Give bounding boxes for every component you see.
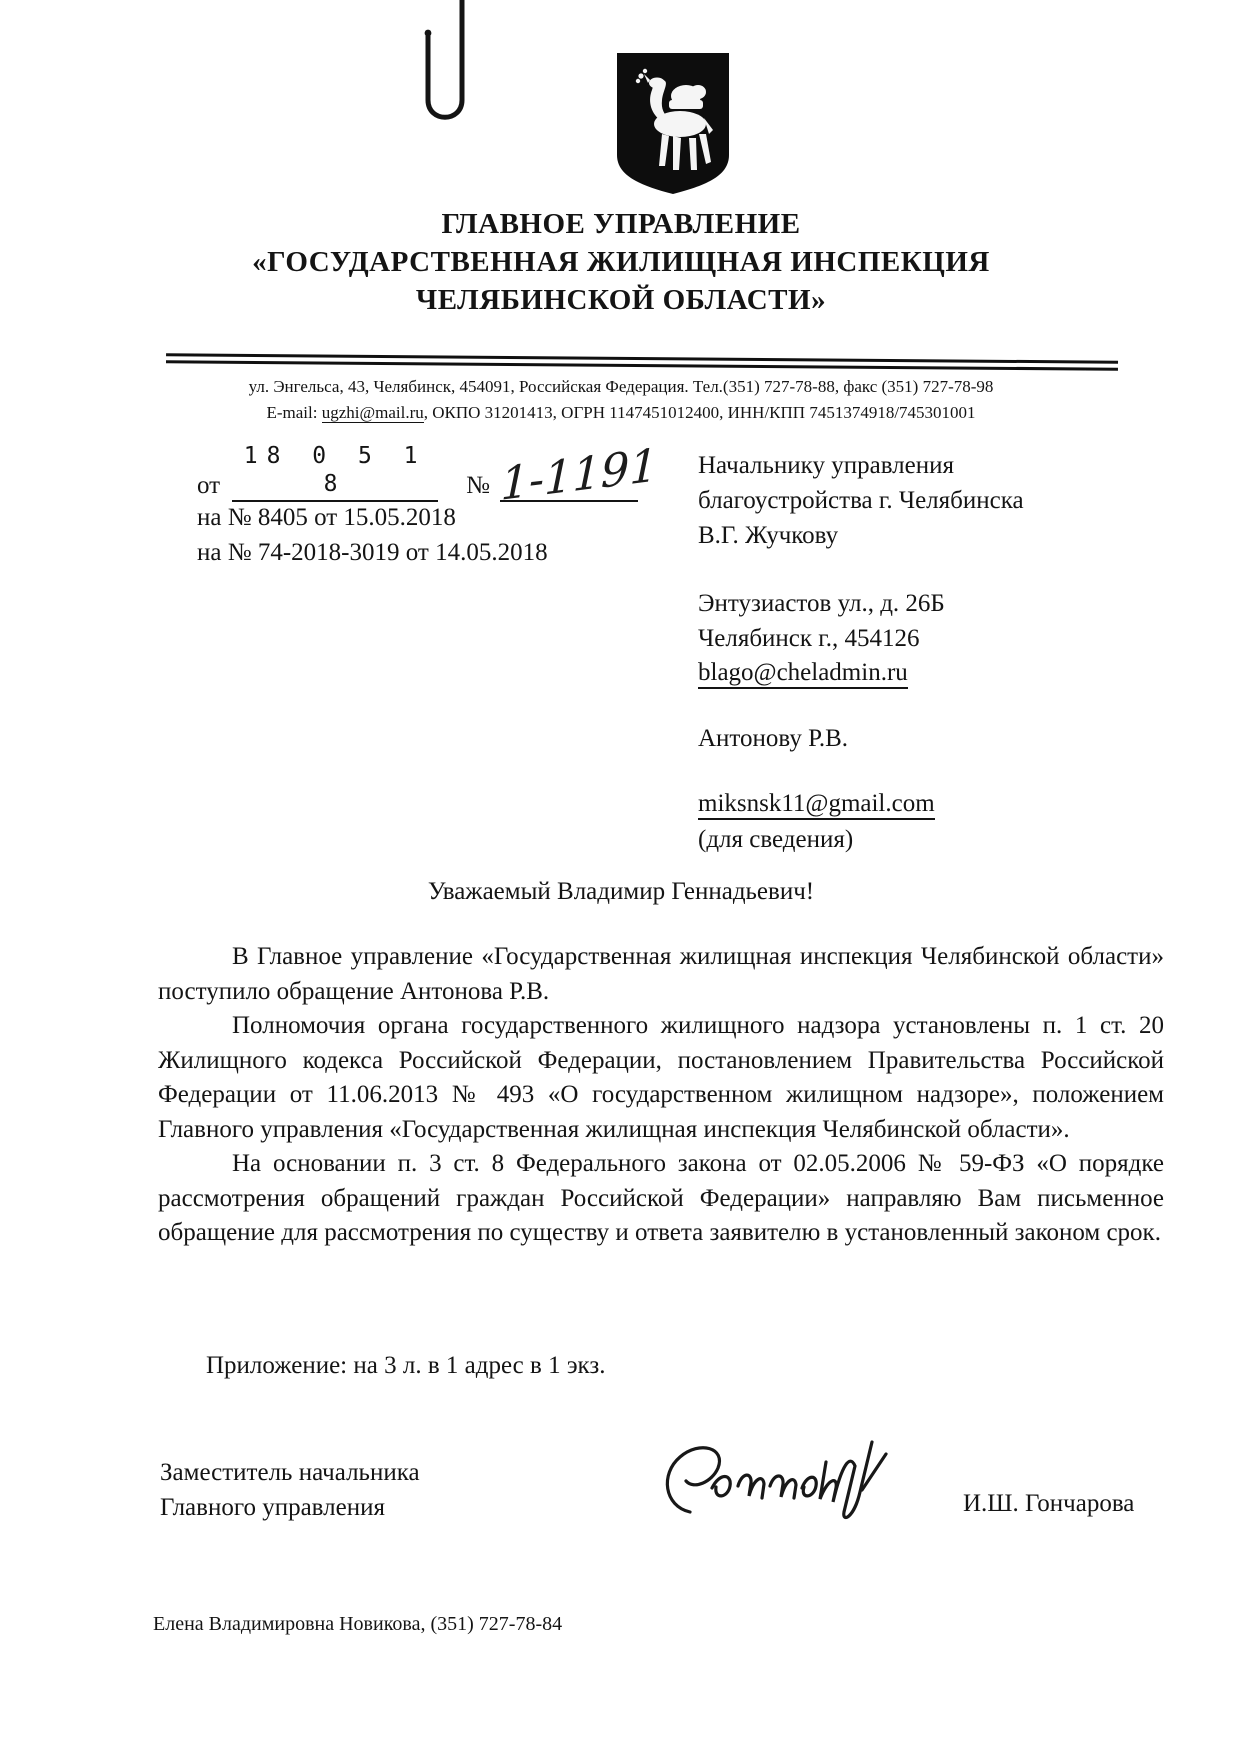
executor-contact: Елена Владимировна Новикова, (351) 727-78-84: [153, 1613, 563, 1635]
signer-name: И.Ш. Гончарова: [963, 1490, 1135, 1517]
org-address-line: ул. Энгельса, 43, Челябинск, 454091, Российская Федерация. Тел.(351) 727-78-88, факс (351) 727-78-98: [248, 377, 994, 396]
org-email-link: ugzhi@mail.ru: [321, 403, 424, 422]
handwritten-number: 1-1191: [500, 438, 659, 511]
signer-position-line1: Заместитель начальника: [160, 1459, 420, 1486]
salutation: Уважаемый Владимир Геннадьевич!: [427, 878, 815, 905]
signer-position: [160, 1455, 420, 1525]
attachment-note: Приложение: на 3 л. в 1 адрес в 1 экз.: [206, 1352, 606, 1379]
date-stamp-field: [232, 444, 438, 502]
number-field: [500, 438, 659, 511]
recipient-name-2: Антонову Р.В.: [698, 725, 849, 752]
reply-to-reference-2: на № 74-2018-3019 от 14.05.2018: [197, 539, 548, 566]
org-title-line2: «ГОСУДАРСТВЕННАЯ ЖИЛИЩНАЯ ИНСПЕКЦИЯ: [252, 246, 990, 278]
body-paragraph: Полномочия органа государственного жилищного надзора установлены п. 1 ст. 20 Жилищного кодекса Российской Федерации, постановлением Правительства Российской Федерации от 11.06.2013 № 493 «О государственном жилищном надзоре», положением Главного управления «Государственная жилищная инспекция Челябинской области».: [158, 1012, 1164, 1143]
reply-to-reference-1: на № 8405 от 15.05.2018: [197, 504, 456, 531]
handwritten-signature: [650, 1432, 920, 1532]
from-label: от: [197, 472, 221, 499]
letter-body: [158, 940, 1164, 1251]
org-title-line3: ЧЕЛЯБИНСКОЙ ОБЛАСТИ»: [415, 284, 827, 316]
body-paragraph: На основании п. 3 ст. 8 Федерального закона от 02.05.2006 № 59-ФЗ «О порядке рассмотрения обращений граждан Российской Федерации» направляю Вам письменное обращение для рассмотрения по существу и ответа заявителю в установленный законом срок.: [158, 1150, 1164, 1246]
org-contacts: [6, 374, 1236, 426]
recipient-name: В.Г. Жучкову: [698, 522, 839, 549]
org-title-line1: ГЛАВНОЕ УПРАВЛЕНИЕ: [441, 208, 801, 240]
outgoing-reference-line: [197, 438, 659, 511]
email-prefix: E-mail:: [266, 403, 322, 422]
recipient-email-1: blago@cheladmin.ru: [698, 659, 908, 689]
body-paragraph: В Главное управление «Государственная жилищная инспекция Челябинской области» поступило обращение Антонова Р.В.: [158, 943, 1164, 1005]
email-suffix: , ОКПО 31201413, ОГРН 1147451012400, ИНН/КПП 7451374918/745301001: [423, 403, 976, 422]
paperclip-icon: [412, 0, 478, 142]
recipient-city: Челябинск г., 454126: [698, 625, 920, 652]
recipient-email-2: miksnsk11@gmail.com: [698, 790, 935, 820]
coat-of-arms-icon: [614, 50, 732, 197]
header-divider: [166, 353, 1118, 372]
recipient-note: (для сведения): [698, 826, 854, 853]
recipient-line1: Начальнику управления: [698, 452, 954, 479]
number-label: №: [466, 472, 490, 499]
recipient-line2: благоустройства г. Челябинска: [698, 487, 1024, 514]
org-email-line: [6, 400, 1236, 426]
org-title: [0, 205, 1242, 319]
recipient-street: Энтузиастов ул., д. 26Б: [698, 590, 945, 617]
signer-position-line2: Главного управления: [160, 1494, 385, 1521]
date-stamp: 18 0 5 1 8: [243, 443, 427, 497]
